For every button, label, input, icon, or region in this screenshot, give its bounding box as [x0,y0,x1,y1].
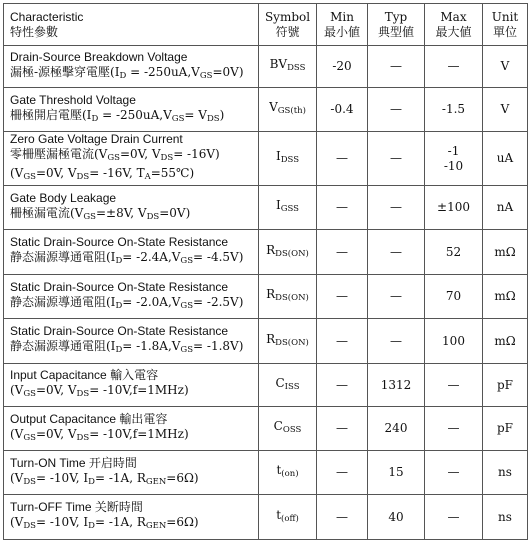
characteristic-name [10,235,258,250]
min-value: — [336,200,348,214]
min-value: — [336,421,348,435]
min-cell [317,364,368,407]
characteristic-text: = -10V, I [36,515,89,529]
characteristic-cell [4,88,259,132]
typ-value: — [390,333,402,348]
unit-cell [483,364,528,407]
header-unit [483,4,528,46]
header-symbol-zh: 符號 [275,24,300,39]
characteristic-text: 柵極漏電流(V [10,205,84,220]
symbol-value [259,463,316,482]
characteristic-cell [4,319,259,364]
unit-cell [483,132,528,186]
subscript-text: GS [180,345,194,355]
subscript-text: GS [171,113,185,124]
characteristic-condition [10,515,258,534]
characteristic-text: =0V) [212,64,244,79]
symbol-base: R [266,242,276,257]
min-cell [317,319,368,364]
symbol-cell [259,230,317,275]
typ-value: — [390,244,402,259]
header-unit-en: Unit [491,9,519,24]
unit-value: uA [496,151,514,165]
characteristic-text: = -2.0A,V [122,294,181,309]
symbol-value [259,332,316,351]
characteristic-name [10,191,258,206]
max-cell [425,230,483,275]
characteristic-text: Output Capacitance 輸出電容 [10,411,168,426]
table-row [4,495,528,540]
characteristic-text: ) [219,107,225,122]
unit-cell [483,495,528,540]
characteristic-text: = -16V) [173,147,220,161]
table-row [4,186,528,230]
characteristic-text: = V [184,107,207,122]
max-value: — [447,377,460,392]
header-symbol-en: Symbol [264,9,311,24]
characteristic-text: =0V, V [35,426,77,441]
header-typ [368,4,425,46]
typ-value: 40 [388,509,404,524]
header-characteristic-en: Characteristic [10,9,84,24]
typ-cell [368,88,425,132]
characteristic-text: (V [10,166,24,180]
max-value: ±100 [437,200,470,214]
subscript-text: GEN [145,476,167,487]
max-value: 100 [442,333,465,348]
min-cell [317,495,368,540]
subscript-text: DS [23,476,36,487]
symbol-cell [259,88,317,132]
symbol-subscript: (off) [281,513,299,524]
unit-cell [483,319,528,364]
min-cell [317,451,368,495]
typ-value: — [390,289,402,303]
unit-value: mΩ [494,333,516,348]
characteristic-text: =6Ω) [166,515,199,529]
table-row [4,132,528,186]
characteristic-cell [4,132,259,186]
subscript-text: GS [199,70,213,81]
characteristic-text: =55℃) [150,166,195,180]
header-unit-zh: 單位 [492,24,517,39]
characteristic-condition [10,383,258,402]
header-min-en: Min [330,9,354,24]
characteristic-text: Turn-OFF Time 关断時間 [10,500,143,514]
symbol-value [259,243,316,262]
unit-value: ns [498,509,512,524]
max-cell [425,46,483,88]
min-value: — [336,244,348,259]
header-min-zh: 最小値 [323,24,360,39]
typ-cell [368,46,425,88]
symbol-base: I [275,149,281,163]
symbol-base: BV [269,57,288,71]
table-row [4,88,528,132]
min-value: — [336,333,348,348]
header-max-zh: 最大値 [435,24,472,39]
characteristic-text: =0V, V [119,147,161,161]
characteristic-condition [10,339,258,358]
characteristic-text: = -1.8A,V [122,339,181,353]
header-row [4,4,528,46]
header-typ-en: Typ [384,9,408,24]
subscript-text: D [119,70,127,81]
unit-value: mΩ [494,289,516,303]
subscript-text: DS [76,432,90,443]
characteristic-text: = -1A, R [94,515,146,529]
characteristic-cell [4,46,259,88]
max-cell [425,407,483,451]
typ-cell [368,186,425,230]
symbol-cell [259,275,317,319]
subscript-text: DS [76,172,90,182]
typ-value: 240 [384,421,408,435]
unit-cell [483,186,528,230]
min-cell [317,275,368,319]
symbol-cell [259,46,317,88]
characteristic-condition [10,108,258,127]
characteristic-condition [10,147,258,166]
subscript-text: D [91,113,99,124]
characteristic-text: = -2.5V) [193,294,244,309]
symbol-value [259,376,316,395]
symbol-subscript: ISS [284,381,300,392]
max-value: -1.5 [441,102,466,116]
unit-value: mΩ [494,244,516,259]
characteristic-text: 漏極-源極擊穿電壓(I [10,64,120,79]
characteristic-text: = -4.5V) [193,250,244,264]
characteristic-text: (V [10,383,24,397]
max-value: — [447,509,460,524]
characteristic-name [10,93,258,108]
symbol-base: I [275,198,281,212]
characteristic-text: = -250uA,V [98,107,172,122]
typ-cell [368,495,425,540]
typ-value: — [390,151,402,165]
characteristic-name [10,280,258,295]
min-value: — [336,289,348,303]
max-cell [425,451,483,495]
typ-cell [368,275,425,319]
characteristic-text: Static Drain-Source On-State Resistance [10,235,229,249]
table-body [4,46,528,540]
characteristic-text: 零柵壓漏極電流(V [10,147,108,161]
symbol-subscript: DSS [280,155,300,165]
subscript-text: GS [23,172,36,182]
symbol-cell [259,319,317,364]
symbol-base: V [269,100,278,114]
min-cell [317,230,368,275]
unit-cell [483,407,528,451]
max-value: — [447,59,460,73]
unit-value: V [500,59,510,73]
characteristic-text: = -2.4A,V [122,250,181,264]
characteristic-name [10,368,258,383]
header-typ-zh: 典型値 [377,24,414,39]
characteristic-text: (V [10,426,24,441]
characteristic-condition [10,166,258,185]
symbol-base: R [266,287,276,301]
characteristic-text: Static Drain-Source On-State Resistance [10,324,229,338]
characteristic-text: Gate Body Leakage [10,190,117,205]
typ-value: — [390,200,402,214]
characteristic-text: Static Drain-Source On-State Resistance [10,279,229,294]
typ-value: — [390,102,402,116]
table-row [4,230,528,275]
subscript-text: GS [180,300,194,311]
characteristic-cell [4,275,259,319]
subscript-text: GS [23,389,36,399]
characteristics-table [3,3,528,540]
symbol-subscript: OSS [282,425,302,435]
characteristic-cell [4,451,259,495]
max-cell [425,364,483,407]
min-cell [317,407,368,451]
min-cell [317,88,368,132]
max-value: -10 [443,158,464,173]
characteristic-text: Drain-Source Breakdown Voltage [10,49,188,64]
typ-cell [368,230,425,275]
symbol-value [259,149,316,168]
header-characteristic-zh: 特性參數 [10,24,59,39]
max-value: 70 [445,289,462,303]
subscript-text: GS [23,432,36,443]
unit-cell [483,88,528,132]
min-cell [317,186,368,230]
min-cell [317,46,368,88]
subscript-text: GS [107,153,120,163]
characteristic-condition [10,471,258,490]
characteristic-cell [4,230,259,275]
min-value: — [336,377,348,392]
symbol-cell [259,364,317,407]
characteristic-text: Input Capacitance 輸入電容 [10,368,159,382]
characteristic-text: = -10V,f=1MHz) [89,426,189,441]
characteristic-condition [10,250,258,269]
symbol-value [259,100,316,119]
characteristic-text: = -16V, T [89,166,145,180]
symbol-subscript: DSS [287,63,306,73]
max-cell [425,186,483,230]
table-row [4,407,528,451]
typ-value: 15 [388,465,404,479]
unit-value: nA [496,200,514,214]
header-max [425,4,483,46]
min-cell [317,132,368,186]
max-cell [425,495,483,540]
characteristic-name [10,50,258,65]
symbol-base: t [276,463,282,477]
header-min [317,4,368,46]
symbol-base: t [276,507,282,522]
unit-value: pF [496,421,513,435]
typ-cell [368,407,425,451]
characteristic-text: 静态漏源導通電阻(I [10,294,116,309]
symbol-cell [259,451,317,495]
table-row [4,319,528,364]
characteristic-text: =0V, V [35,383,77,397]
max-cell [425,132,483,186]
subscript-text: DS [23,521,36,531]
max-cell [425,319,483,364]
max-cell [425,275,483,319]
characteristic-text: 静态漏源導通電阻(I [10,250,116,264]
symbol-value [259,287,316,306]
header-symbol [259,4,317,46]
characteristic-name [10,132,258,147]
symbol-value [259,419,316,438]
subscript-text: D [115,300,123,311]
subscript-text: D [115,345,123,355]
max-value: — [447,465,460,479]
subscript-text: DS [76,389,90,399]
symbol-cell [259,132,317,186]
symbol-subscript: DS(ON) [275,248,309,259]
characteristic-name [10,500,258,515]
characteristic-condition [10,206,258,225]
header-characteristic [4,4,259,46]
unit-cell [483,275,528,319]
characteristic-text: =±8V, V [95,205,147,220]
symbol-value [259,198,316,217]
symbol-subscript: GSS [280,204,300,214]
typ-cell [368,132,425,186]
unit-cell [483,230,528,275]
symbol-base: C [275,375,285,390]
subscript-text: D [88,476,95,487]
characteristic-name [10,324,258,339]
max-value: — [447,421,460,435]
characteristic-text: Turn-ON Time 开启時間 [10,455,137,470]
characteristic-text: = -1.8V) [193,339,244,353]
symbol-subscript: (on) [281,469,299,479]
subscript-text: GS [83,211,96,222]
characteristic-text: (V [10,470,24,485]
subscript-text: D [88,521,95,531]
max-cell [425,88,483,132]
characteristic-text: Zero Gate Voltage Drain Current [10,132,183,146]
characteristic-text: =0V, V [35,166,77,180]
symbol-value [259,57,316,76]
characteristic-cell [4,407,259,451]
characteristic-cell [4,364,259,407]
characteristic-text: = -1A, R [94,470,146,485]
symbol-cell [259,495,317,540]
table-row [4,364,528,407]
characteristic-text: Gate Threshold Voltage [10,92,136,107]
subscript-text: DS [206,113,220,124]
max-value: -1 [447,143,460,158]
subscript-text: D [115,256,123,266]
table-row [4,451,528,495]
characteristic-name [10,412,258,427]
characteristic-text: =0V) [159,205,191,220]
min-value: — [336,465,348,479]
unit-cell [483,46,528,88]
typ-value: 1312 [380,377,412,392]
subscript-text: DS [146,211,160,222]
unit-value: ns [498,465,512,479]
table-row [4,275,528,319]
table-row [4,46,528,88]
typ-value: — [390,59,402,73]
characteristic-condition [10,427,258,446]
min-value: — [336,509,348,524]
subscript-text: DS [160,153,174,163]
symbol-cell [259,407,317,451]
characteristic-text: =6Ω) [166,470,199,485]
characteristic-text: 柵極開启電壓(I [10,107,92,122]
symbol-subscript: DS(ON) [275,293,309,303]
symbol-base: R [266,331,276,346]
characteristic-name [10,456,258,471]
min-value: — [336,151,348,165]
subscript-text: GEN [145,521,167,531]
typ-cell [368,319,425,364]
max-value: 52 [445,244,462,259]
characteristic-text: = -10V,f=1MHz) [89,383,189,397]
characteristic-cell [4,186,259,230]
unit-value: V [500,102,510,116]
symbol-subscript: GS(th) [277,106,306,116]
characteristic-text: = -250uA,V [126,64,200,79]
min-value: -0.4 [330,102,354,116]
symbol-cell [259,186,317,230]
unit-value: pF [496,377,513,392]
symbol-value [259,508,316,527]
subscript-text: A [144,172,151,182]
characteristic-condition [10,65,258,84]
symbol-subscript: DS(ON) [275,337,309,348]
typ-cell [368,451,425,495]
characteristic-cell [4,495,259,540]
subscript-text: GS [180,256,194,266]
unit-cell [483,451,528,495]
typ-cell [368,364,425,407]
min-value: -20 [332,59,352,73]
characteristic-text: 静态漏源導通電阻(I [10,339,116,353]
characteristic-text: (V [10,515,24,529]
characteristic-text: = -10V, I [36,470,89,485]
header-max-en: Max [440,9,467,24]
symbol-base: C [273,419,283,433]
characteristic-condition [10,295,258,314]
